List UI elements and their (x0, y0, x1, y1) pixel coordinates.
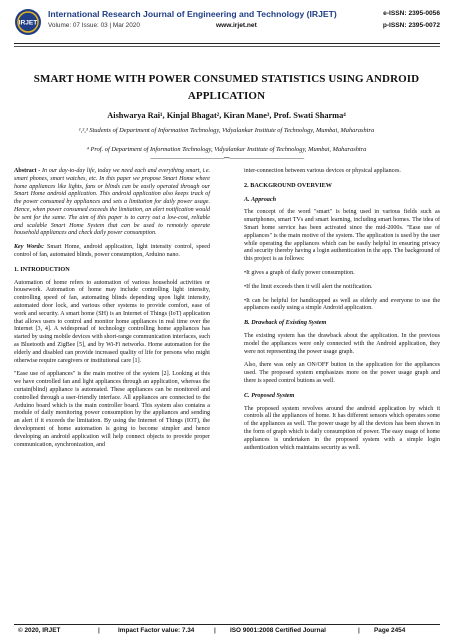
intro-paragraph-1: Automation of home refers to automation of various household activities or housework. Automation of home may include controlling light intensity, controlling speed of fan, automating blinds depending upon light intensity, automated door lock, and various other systems to provide comfort, ease of work and security. A smart home (SH) is an Internet of Things (IoT) application that allows users to control and monitor home appliances in real time over the Internet [3, 4]. A widespread of technology controlling home appliances has started by using mobile devices with short-range communication interfaces, such as Bluetooth and ZigBee [5], and by Wi-Fi networks. Home automation for the elderly and disabled can provide increased quality of life for persons who might otherwise require caregivers or institutional care [1]. (14, 279, 210, 364)
e-issn: e-ISSN: 2395-0056 (383, 10, 440, 17)
journal-website-link[interactable]: www.irjet.net (216, 22, 257, 29)
abstract-text: In our day-to-day life, today we need each and everything smart, i.e. smart phones, smart watches, etc. In this paper we propose Smart Home where home appliances like lights, fans or blinds can be easily operated through our Smart Home android application. This android application also keeps track of the power consumed by appliances and sets a limitation for daily power usage. Hence, when power consumed exceeds the limitation, an alert notification would be sent for the same. The aim of this paper is to carry out a low-cost, reliable and scalable Smart Home System that can be used to remotely operate household appliances and check daily power consumption. (14, 168, 211, 237)
heading-approach: A. Approach (244, 195, 277, 203)
heading-proposed-system: C. Proposed System (244, 391, 295, 399)
p-issn: p-ISSN: 2395-0072 (382, 22, 440, 29)
left-column (14, 168, 210, 455)
header-divider (14, 43, 440, 44)
paper-title (20, 71, 433, 105)
bullet-graph: •It gives a graph of daily power consumption. (244, 269, 355, 276)
section-separator: ---------------------------------------------------------------------***---------------------------------------------------------------------- (150, 157, 304, 162)
abstract-label: Abstract - (14, 168, 41, 174)
journal-title: International Research Journal of Engineering and Technology (IRJET) (48, 9, 337, 19)
heading-drawback: B. Drawback of Existing System (244, 319, 327, 327)
bullet-accessibility: •It can be helpful for handicapped as well as elderly and everyone to use the appliances easily using a simple Android application. (244, 297, 440, 312)
header-divider-thin (14, 46, 440, 47)
drawback-paragraph-1: The existing system has the drawback about the application. In the previous model the appliances were only connected with the Android application, they were not representing the power usage graph. (244, 332, 440, 355)
logo-text: IRJET (18, 19, 38, 27)
page-footer (14, 627, 440, 637)
heading-background-overview: 2. BACKGROUND OVERVIEW (244, 181, 332, 189)
footer-separator: | (358, 627, 360, 634)
intro-continuation: inter-connection between various devices or physical appliances. (244, 168, 401, 174)
journal-volume: Volume: 07 Issue: 03 | Mar 2020 (48, 22, 140, 29)
keywords-text: Smart Home, android application, light intensity control, speed control of fan, automated blinds, power consumption, Arduino nano. (14, 244, 210, 258)
affiliation-students: ¹,²,³ Students of Department of Information Technology, Vidyalankar Institute of Technology, Mumbai, Maharashtra (78, 127, 375, 134)
footer-impact-factor: Impact Factor value: 7.34 (118, 627, 195, 634)
proposed-paragraph: The proposed system revolves around the android application by which it controls all the appliances of home. It has different sensors which operates some of the appliances as well. The power usage by all the devices has been shown in the form of graph which is daily consumption of power. The easy usage of home appliances is undertaken in the proposed system with a simple login authentication which maintains security as well. (244, 405, 440, 451)
intro-paragraph-2: "Ease use of appliances" is the main motive of the system [2]. Looking at this we have controlled fan and light appliances through an application, whereas the curtain(blind) appliance is automated. These appliances can be monitored and controlled through a user-friendly interface. All appliances are connected to the Arduino board which is the main controller board. This system also contains a module of daily monitoring power consumption by the appliances and sending an alert if it exceeds the limitation. By using the Internet of Things (IOT), the development of home automation is going to become simpler and hence developing an android application will help connect objects to provide proper communication, synchronization, and (14, 371, 210, 448)
approach-paragraph: The concept of the word "smart" is being used in various fields such as smartphones, smart TVs and smart learning, including smart homes. The idea of Smart home service has been activated since the mid-2000s. "Ease use of appliances" is the main motive of the system. The application is used by the user while operating the appliances which can be easily helpful in ensuring privacy and security thereby having a login authentication in the app. The background of this project is as follows: (244, 209, 440, 263)
footer-separator: | (214, 627, 216, 634)
keywords (14, 244, 210, 260)
bullet-alert: •If the limit exceeds then it will alert the notification. (244, 283, 373, 290)
paper-title-line-1: SMART HOME WITH POWER CONSUMED STATISTICS USING ANDROID (33, 73, 420, 85)
affiliation-professor: ⁴ Prof. of Department of Information Technology, Vidyalankar Institute of Technology, Mumbai, Maharashtra (86, 146, 367, 153)
footer-iso: ISO 9001:2008 Certified Journal (230, 627, 326, 634)
footer-copyright: © 2020, IRJET (18, 627, 61, 634)
footer-divider (14, 624, 440, 625)
abstract (14, 168, 210, 238)
paper-authors: Aishwarya Rai¹, Kinjal Bhagat², Kiran Mane³, Prof. Swati Sharma⁴ (107, 111, 346, 120)
drawback-paragraph-2: Also, there was only an ON/OFF button in the application for the appliances used. The proposed system emphasizes more on the power usage graph and there is speed control buttons as well. (244, 362, 440, 384)
footer-page-number: Page 2454 (374, 627, 406, 634)
journal-header (14, 8, 440, 40)
heading-introduction: 1. INTRODUCTION (14, 265, 70, 273)
paper-title-line-2: APPLICATION (187, 90, 266, 102)
irjet-logo (14, 8, 42, 36)
right-column (244, 168, 440, 458)
keywords-label: Key Words: (14, 244, 44, 251)
footer-separator: | (98, 627, 100, 634)
